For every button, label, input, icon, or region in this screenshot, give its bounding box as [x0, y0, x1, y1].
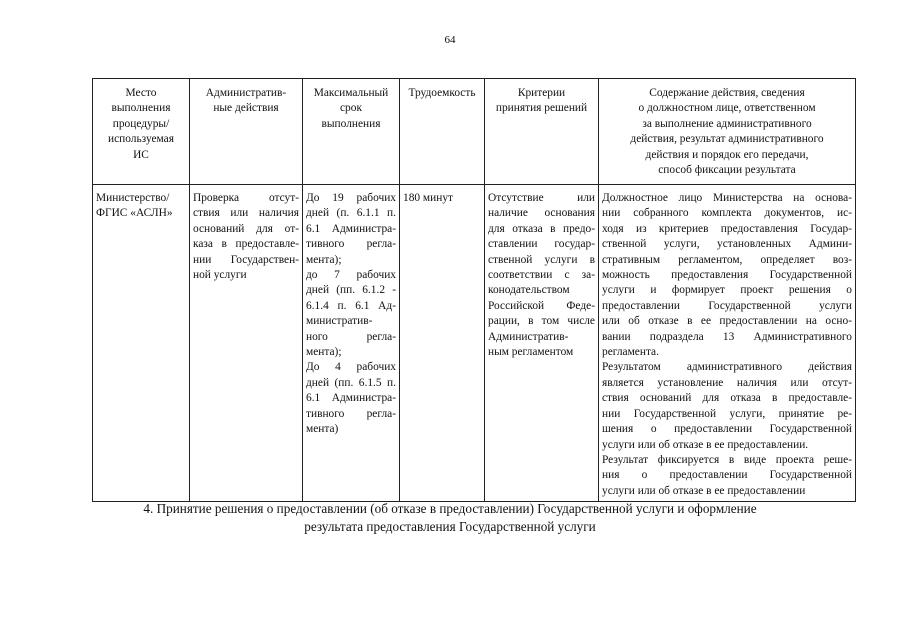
cell-line: для отказа в предо- [488, 222, 595, 235]
cell-line: ственной услуги в [488, 253, 595, 266]
header-deadline [303, 79, 400, 185]
header-line: действия и порядок его передачи, [645, 148, 809, 161]
cell-line: дней (пп. 6.1.5 п. [306, 376, 396, 389]
cell-line: можность предоставления Государственной [602, 269, 852, 282]
header-line: о должностном лице, ответственном [638, 102, 816, 115]
header-line: Место [125, 87, 157, 99]
cell-line: дней (п. 6.1.1 п. [306, 207, 396, 220]
header-line: принятия решений [495, 102, 588, 115]
cell-line: тивного регла- [306, 407, 396, 420]
cell-line: Отсутствие или [488, 192, 595, 204]
cell-line: дней (пп. 6.1.2 - [306, 284, 396, 297]
header-line: Содержание действия, сведения [649, 87, 805, 99]
cell-content [599, 185, 856, 502]
cell-line: ставлении государ- [488, 238, 595, 251]
cell-line: ствия оснований для отказа в предоставле- [602, 392, 852, 405]
cell-line: конодательством [488, 284, 570, 297]
cell-line: ственной услуги, установленных Админи- [602, 238, 852, 251]
cell-line: 6.1.4 п. 6.1 Ад- [306, 299, 396, 312]
cell-line: регламента. [602, 346, 659, 359]
section-heading-line-2: результата предоставления Государственной услуги [304, 519, 596, 534]
cell-line: ходя из критериев предоставления Государ- [602, 222, 852, 235]
cell-line: услуги или об отказе в ее предоставлении [602, 484, 806, 497]
header-line: используемая [108, 133, 174, 146]
cell-line: Российской Феде- [488, 299, 595, 312]
table-header-row [93, 79, 856, 185]
cell-line: нии Государственной услуги, принятие ре- [602, 407, 852, 420]
cell-place [93, 185, 190, 502]
page-number: 64 [444, 34, 456, 46]
header-line: процедуры/ [112, 117, 170, 130]
cell-line: стративным регламентом, определяет воз- [602, 253, 852, 266]
header-line: ИС [133, 148, 149, 161]
cell-line: ния о предоставлении Государственной [602, 469, 852, 482]
cell-line: соответствии с за- [488, 269, 595, 282]
header-line: срок [340, 102, 362, 115]
header-line: действия, результат административного [630, 133, 824, 146]
header-line: способ фиксации результата [658, 164, 796, 177]
cell-line: 6.1 Администра- [306, 222, 396, 235]
header-criteria [485, 79, 599, 185]
cell-line: предоставлении Государственной услуги [602, 299, 852, 312]
cell-line: оснований для от- [193, 222, 299, 235]
header-labor [400, 79, 485, 185]
cell-labor: 180 минут [400, 185, 485, 502]
header-line: за выполнение административного [642, 117, 812, 130]
cell-line: министратив- [306, 315, 373, 328]
cell-line: ствия или наличия [193, 207, 299, 220]
cell-line: услуги и формирует проект решения о [602, 284, 852, 297]
cell-line: Должностное лицо Министерства на основа- [602, 192, 852, 204]
cell-line: Министерство/ [96, 192, 170, 204]
header-line: ные действия [213, 102, 279, 115]
header-place [93, 79, 190, 185]
cell-line: Административ- [488, 330, 569, 343]
cell-criteria [485, 185, 599, 502]
cell-line: мента); [306, 253, 342, 266]
cell-line: ным регламентом [488, 346, 574, 359]
cell-line: рации, в том числе [488, 315, 595, 328]
cell-line: является установление наличия или отсут- [602, 376, 852, 389]
cell-deadline [303, 185, 400, 502]
header-line: Трудоемкость [408, 87, 476, 99]
table-row [93, 185, 856, 502]
cell-line: вании подраздела 13 Административного [602, 330, 852, 343]
cell-line: 6.1 Администра- [306, 392, 396, 405]
procedure-table [92, 78, 856, 502]
header-line: выполнения [111, 102, 171, 115]
cell-line: нии Государствен- [193, 253, 299, 266]
cell-line: тивного регла- [306, 238, 396, 251]
cell-line: Результатом административного действия [602, 361, 852, 374]
cell-line: каза в предоставле- [193, 238, 299, 251]
cell-line: ной услуги [193, 269, 247, 282]
cell-line: ного регла- [306, 330, 396, 343]
cell-line: ФГИС «АСЛН» [96, 207, 173, 220]
cell-line: До 19 рабочих [306, 192, 396, 204]
cell-line: до 7 рабочих [306, 269, 396, 282]
cell-line: Проверка отсут- [193, 192, 299, 204]
section-heading [0, 500, 900, 536]
cell-line: услуги или об отказе в ее предоставлении. [602, 438, 809, 451]
header-line: Критерии [517, 87, 566, 99]
header-line: выполнения [321, 117, 381, 130]
cell-line: мента); [306, 346, 342, 359]
cell-line: нии собранного комплекта документов, ис- [602, 207, 852, 220]
cell-line: или об отказе в ее предоставлении на осно- [602, 315, 852, 328]
cell-line: наличие основания [488, 207, 595, 220]
cell-line: До 4 рабочих [306, 361, 396, 374]
section-heading-line-1: 4. Принятие решения о предоставлении (об отказе в предоставлении) Государственной услуги и оформление [143, 501, 757, 516]
header-line: Административ- [205, 87, 287, 99]
header-action [190, 79, 303, 185]
cell-line: Результат фиксируется в виде проекта реше- [602, 453, 852, 466]
header-line: Максимальный [313, 87, 389, 99]
cell-line: шения о предоставлении Государственной [602, 423, 852, 436]
cell-line: мента) [306, 423, 339, 436]
cell-action [190, 185, 303, 502]
header-content [599, 79, 856, 185]
